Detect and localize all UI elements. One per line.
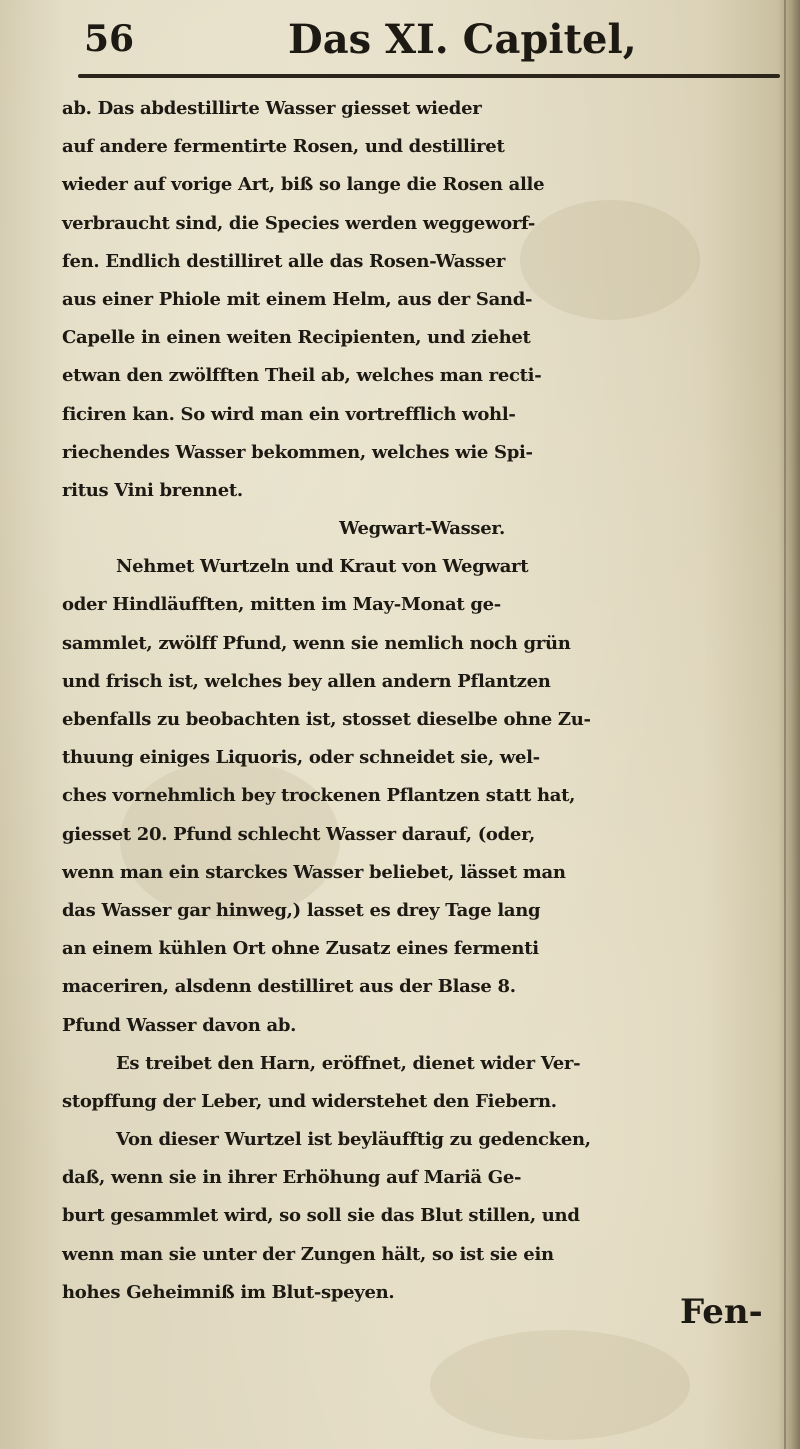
page-header <box>78 16 778 68</box>
text-line: wieder auf vorige Art, biß so lange die Rosen alle <box>62 174 545 196</box>
text-line: Nehmet Wurtzeln und Kraut von Wegwart <box>116 556 529 578</box>
text-line: maceriren, alsdenn destilliret aus der Blase 8. <box>62 976 516 998</box>
text-line: ab. Das abdestillirte Wasser giesset wieder <box>62 98 482 119</box>
catchword: Fen- <box>680 1292 763 1332</box>
text-line: etwan den zwölfften Theil ab, welches man recti- <box>62 365 542 387</box>
text-line: riechendes Wasser bekommen, welches wie Spi- <box>62 441 533 463</box>
text-line: Pfund Wasser davon ab. <box>62 1014 297 1036</box>
text-line: hohes Geheimniß im Blut-speyen. <box>62 1281 395 1303</box>
text-line: oder Hindläufften, mitten im May-Monat ge- <box>62 594 501 616</box>
text-line: ebenfalls zu beobachten ist, stosset dieselbe ohne Zu- <box>62 709 591 730</box>
text-line: das Wasser gar hinweg,) lasset es drey Tage lang <box>62 899 541 921</box>
text-line: wenn man ein starckes Wasser beliebet, lässet man <box>62 861 566 883</box>
paper-stain <box>430 1330 690 1440</box>
body-text <box>62 90 782 1312</box>
text-line: und frisch ist, welches bey allen andern Pflantzen <box>62 670 551 692</box>
text-line: ritus Vini brennet. <box>62 479 243 501</box>
text-line: Von dieser Wurtzel ist beyläufftig zu gedencken, <box>116 1129 591 1151</box>
text-line: ficiren kan. So wird man ein vortrefflich wohl- <box>62 403 516 425</box>
text-line: wenn man sie unter der Zungen hält, so ist sie ein <box>62 1243 554 1265</box>
text-line: Es treibet den Harn, eröffnet, dienet wider Ver- <box>116 1052 581 1074</box>
text-line: aus einer Phiole mit einem Helm, aus der Sand- <box>62 288 533 310</box>
page-number: 56 <box>84 18 135 60</box>
text-line: ches vornehmlich bey trockenen Pflantzen statt hat, <box>62 785 576 807</box>
text-line: Capelle in einen weiten Recipienten, und ziehet <box>62 327 531 349</box>
text-line: fen. Endlich destilliret alle das Rosen-Wasser <box>62 250 506 272</box>
text-line: an einem kühlen Ort ohne Zusatz eines fermenti <box>62 938 539 960</box>
section-heading: Wegwart-Wasser. <box>339 518 505 540</box>
text-line: thuung einiges Liquoris, oder schneidet sie, wel- <box>62 747 540 769</box>
text-line: daß, wenn sie in ihrer Erhöhung auf Mariä Ge- <box>62 1167 522 1189</box>
text-line: verbraucht sind, die Species werden weggeworf- <box>62 212 536 234</box>
text-line: burt gesammlet wird, so soll sie das Blut stillen, und <box>62 1205 580 1227</box>
text-line: stopffung der Leber, und widerstehet den Fiebern. <box>62 1090 557 1112</box>
running-head: Das XI. Capitel, <box>288 16 637 63</box>
text-line: sammlet, zwölff Pfund, wenn sie nemlich noch grün <box>62 632 571 654</box>
text-line: giesset 20. Pfund schlecht Wasser darauf, (oder, <box>62 823 535 845</box>
text-line: auf andere fermentirte Rosen, und destilliret <box>62 136 505 158</box>
header-rule <box>78 74 780 78</box>
